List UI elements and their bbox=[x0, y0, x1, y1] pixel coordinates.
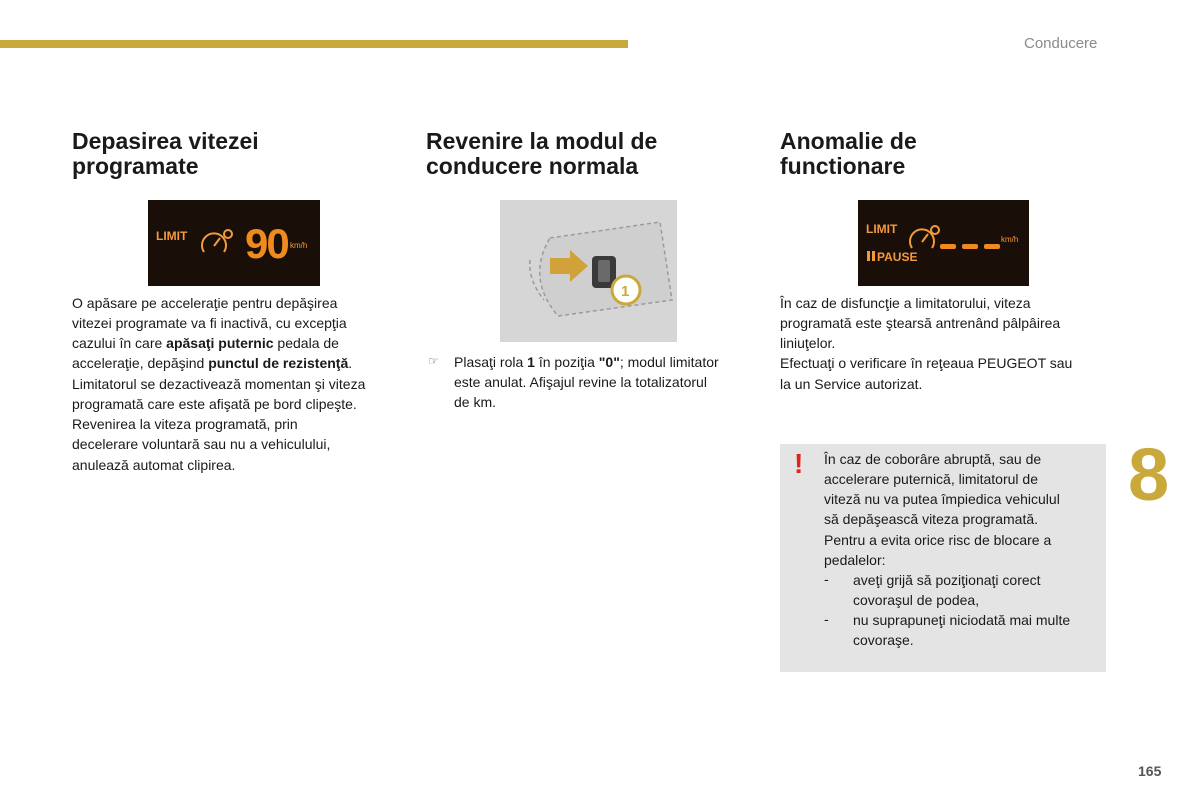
pause-label: PAUSE bbox=[877, 250, 918, 264]
callout-label: 1 bbox=[621, 283, 630, 300]
limit-label: LIMIT bbox=[156, 229, 188, 243]
pointing-hand-icon: ☞ bbox=[428, 354, 439, 368]
chapter-number: 8 bbox=[1128, 433, 1170, 516]
col1-title: Depasirea vitezei programate bbox=[72, 128, 259, 179]
speed-unit: km/h bbox=[290, 241, 308, 250]
pause-icon bbox=[867, 251, 870, 261]
warning-bullet: nu suprapuneţi niciodată mai multe bbox=[853, 612, 1071, 628]
speed-value: 90 bbox=[245, 220, 288, 267]
speed-limit-display-graphic bbox=[148, 200, 320, 286]
bullet-dash: - bbox=[824, 611, 829, 627]
col2-title: Revenire la modul de conducere normala bbox=[426, 128, 658, 179]
pause-display-graphic bbox=[858, 200, 1029, 286]
speedometer-icon bbox=[202, 230, 232, 252]
warning-exclamation-icon: ! bbox=[794, 448, 804, 479]
speed-unit: km/h bbox=[1001, 235, 1019, 244]
bullet-dash: - bbox=[824, 571, 829, 587]
dashes-icon bbox=[940, 244, 1000, 249]
control-stalk-image bbox=[500, 200, 677, 342]
pause-display bbox=[858, 200, 1029, 286]
speed-limit-display bbox=[148, 200, 320, 286]
header-accent-bar bbox=[0, 40, 628, 48]
limit-label: LIMIT bbox=[866, 222, 898, 236]
speedometer-icon bbox=[910, 226, 939, 248]
section-title: Conducere bbox=[1024, 35, 1098, 52]
col3-title: Anomalie de functionare bbox=[780, 128, 917, 179]
warning-bullet: aveţi grijă să poziţionaţi corect bbox=[853, 572, 1041, 588]
page-number: 165 bbox=[1138, 763, 1162, 779]
